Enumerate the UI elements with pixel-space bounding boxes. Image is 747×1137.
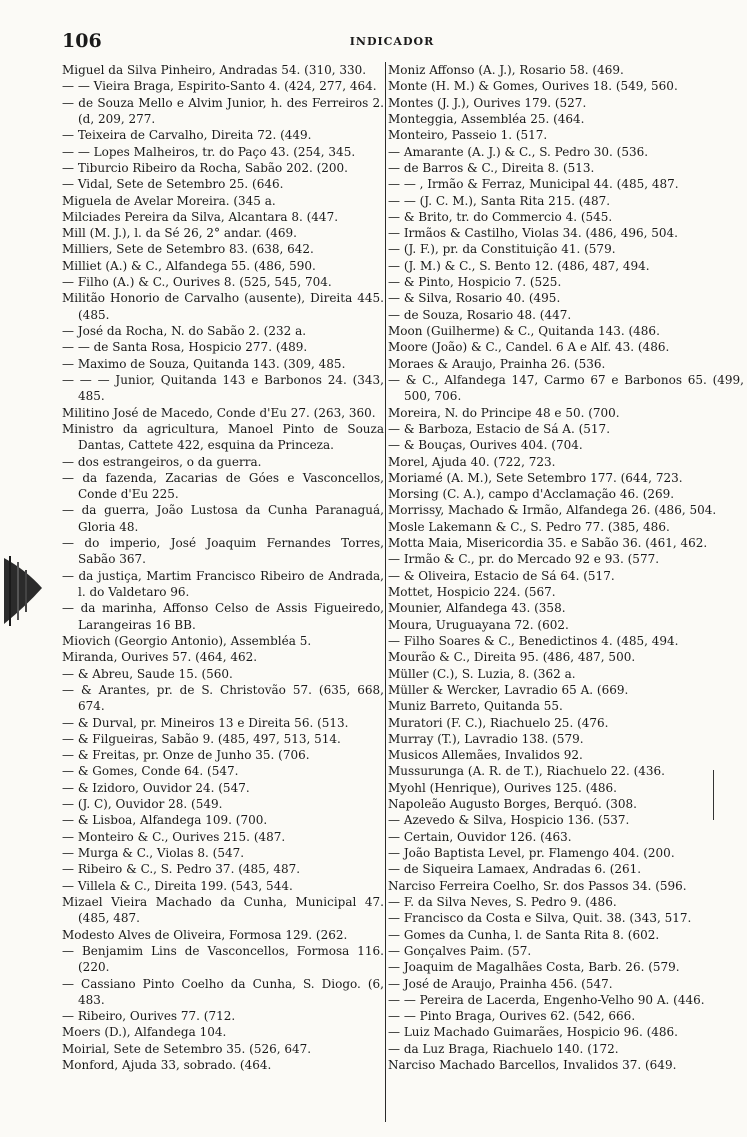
directory-entry: — de Souza Mello e Alvim Junior, h. des Ferreiros 2. (d, 209, 277. — [62, 95, 384, 126]
directory-entry: — José de Araujo, Prainha 456. (547. — [388, 976, 613, 991]
directory-entry: Musicos Allemães, Invalidos 92. — [388, 748, 583, 763]
directory-entry: — da fazenda, Zacarias de Góes e Vasconcellos, Conde d'Eu 225. — [62, 470, 384, 502]
directory-entry: — F. da Silva Neves, S. Pedro 9. (486. — [388, 894, 617, 909]
directory-entry: — — (J. C. M.), Santa Rita 215. (487. — [388, 193, 611, 208]
directory-entry: Miguela de Avelar Moreira. (345 a. — [62, 193, 276, 208]
directory-entry: — José da Rocha, N. do Sabão 2. (232 a. — [62, 324, 307, 338]
directory-entry: — & Arantes, pr. de S. Christovão 57. (635, 668, 674. — [62, 682, 384, 714]
directory-entry: — & Brito, tr. do Commercio 4. (545. — [388, 209, 613, 224]
directory-entry: Muniz Barreto, Quitanda 55. — [388, 699, 563, 714]
directory-entry: — Gonçalves Paim. (57. — [388, 943, 532, 958]
directory-entry: — da Luz Braga, Riachuelo 140. (172. — [388, 1041, 619, 1056]
directory-entry: Moirial, Sete de Setembro 35. (526, 647. — [62, 1041, 312, 1056]
directory-entry: Müller & Wercker, Lavradio 65 A. (669. — [388, 682, 629, 697]
directory-entry: — Amarante (A. J.) & C., S. Pedro 30. (536. — [388, 144, 649, 159]
directory-entry: — Irmão & C., pr. do Mercado 92 e 93. (577. — [388, 552, 660, 567]
directory-entry: — & Filgueiras, Sabão 9. (485, 497, 513, 514. — [62, 731, 341, 746]
directory-entry: Narciso Machado Barcellos, Invalidos 37. (649. — [388, 1058, 677, 1073]
directory-entry: Milliet (A.) & C., Alfandega 55. (486, 590. — [62, 258, 316, 273]
directory-entry: Morsing (C. A.), campo d'Acclamação 46. (269. — [388, 487, 675, 502]
directory-entry: — (J. C), Ouvidor 28. (549. — [62, 797, 223, 812]
directory-entry: Moraes & Araujo, Prainha 26. (536. — [388, 356, 606, 371]
directory-entry: Monford, Ajuda 33, sobrado. (464. — [62, 1058, 272, 1073]
directory-entry: — — Vieira Braga, Espirito-Santo 4. (424, 277, 464. — [62, 79, 377, 94]
directory-entry: Morel, Ajuda 40. (722, 723. — [388, 454, 556, 469]
directory-entry: — & Bouças, Ourives 404. (704. — [388, 438, 583, 453]
directory-entry: — Ribeiro & C., S. Pedro 37. (485, 487. — [62, 862, 301, 877]
running-title: INDICADOR — [349, 35, 435, 48]
directory-entry: Moers (D.), Alfandega 104. — [62, 1025, 227, 1040]
directory-entry: — Benjamim Lins de Vasconcellos, Formosa 116. (220. — [62, 943, 384, 975]
directory-entry: Müller (C.), S. Luzia, 8. (362 a. — [388, 666, 576, 681]
directory-entry: — & Lisboa, Alfandega 109. (700. — [62, 813, 268, 828]
directory-entry: Militão Honorio de Carvalho (ausente), Direita 445. (485. — [62, 291, 384, 322]
directory-entry: Milciades Pereira da Silva, Alcantara 8. (447. — [62, 209, 339, 224]
directory-entry: — & Freitas, pr. Onze de Junho 35. (706. — [62, 748, 310, 763]
directory-entry: Miguel da Silva Pinheiro, Andradas 54. (310, 330. — [62, 63, 367, 77]
binding-stamp-icon — [0, 548, 46, 634]
directory-entry: Miovich (Georgio Antonio), Assembléa 5. — [62, 633, 312, 648]
directory-entry: — Teixeira de Carvalho, Direita 72. (449. — [62, 128, 312, 143]
directory-entry: Miranda, Ourives 57. (464, 462. — [62, 650, 258, 665]
directory-entry: Monte (H. M.) & Gomes, Ourives 18. (549, 560. — [388, 79, 678, 94]
directory-entry: Mussurunga (A. R. de T.), Riachuelo 22. (436. — [388, 764, 665, 779]
directory-entry: — Vidal, Sete de Setembro 25. (646. — [62, 177, 284, 192]
directory-entry: Myohl (Henrique), Ourives 125. (486. — [388, 780, 617, 795]
directory-entry: — & Izidoro, Ouvidor 24. (547. — [62, 780, 250, 795]
directory-entry: Militino José de Macedo, Conde d'Eu 27. (263, 360. — [62, 405, 376, 420]
margin-bracket — [707, 770, 714, 820]
directory-entry: — João Baptista Level, pr. Flamengo 404. (200. — [388, 846, 675, 860]
directory-entry: — Cassiano Pinto Coelho da Cunha, S. Diogo. (6, 483. — [62, 976, 384, 1007]
right-column — [388, 62, 744, 1073]
directory-entry: Monteggia, Assembléa 25. (464. — [388, 111, 585, 126]
directory-entry: — — , Irmão & Ferraz, Municipal 44. (485, 487. — [388, 177, 679, 192]
directory-entry: — & Abreu, Saude 15. (560. — [62, 666, 233, 681]
directory-entry: — Francisco da Costa e Silva, Quit. 38. (343, 517. — [388, 911, 692, 926]
directory-entry: Murray (T.), Lavradio 138. (579. — [388, 731, 584, 746]
directory-entry: Moon (Guilherme) & C., Quitanda 143. (486. — [388, 324, 660, 338]
directory-entry: — — Lopes Malheiros, tr. do Paço 43. (254, 345. — [62, 144, 356, 159]
directory-entry: Milliers, Sete de Setembro 83. (638, 642. — [62, 242, 314, 257]
directory-entry: — Certain, Ouvidor 126. (463. — [388, 829, 572, 844]
directory-entry: — do imperio, José Joaquim Fernandes Torres, Sabão 367. — [62, 536, 384, 567]
directory-entry: Monteiro, Passeio 1. (517. — [388, 128, 548, 143]
directory-entry: Napoleão Augusto Borges, Berquó. (308. — [388, 797, 637, 812]
directory-entry: Mosle Lakemann & C., S. Pedro 77. (385, 486. — [388, 519, 670, 534]
directory-entry: — da guerra, João Lustosa da Cunha Paranaguá, Gloria 48. — [62, 503, 384, 534]
directory-entry: — & Pinto, Hospicio 7. (525. — [388, 275, 562, 290]
directory-entry: — Filho Soares & C., Benedictinos 4. (485, 494. — [388, 633, 679, 648]
directory-entry: — de Siqueira Lamaex, Andradas 6. (261. — [388, 862, 642, 877]
page-header — [62, 30, 722, 52]
directory-entry: — — Pereira de Lacerda, Engenho-Velho 90 A. (446. — [388, 992, 705, 1007]
directory-entry: — — Pinto Braga, Ourives 62. (542, 666. — [388, 1009, 636, 1024]
column-divider — [385, 62, 386, 1122]
directory-entry: Morrissy, Machado & Irmão, Alfandega 26. (486, 504. — [388, 503, 717, 518]
directory-entry: — da justiça, Martim Francisco Ribeiro de Andrada, l. do Valdetaro 96. — [62, 568, 384, 599]
directory-entry: Moura, Uruguayana 72. (602. — [388, 617, 569, 632]
directory-entry: — Joaquim de Magalhães Costa, Barb. 26. (579. — [388, 960, 680, 975]
directory-entry: — Gomes da Cunha, l. de Santa Rita 8. (602. — [388, 927, 660, 942]
directory-entry: Mourão & C., Direita 95. (486, 487, 500. — [388, 650, 636, 665]
directory-entry: Mottet, Hospicio 224. (567. — [388, 585, 556, 599]
directory-entry: — & Gomes, Conde 64. (547. — [62, 764, 239, 779]
directory-entry: — & Silva, Rosario 40. (495. — [388, 291, 561, 306]
directory-entry: — da marinha, Affonso Celso de Assis Figueiredo, Larangeiras 16 BB. — [62, 601, 384, 632]
directory-entry: Motta Maia, Misericordia 35. e Sabão 36. (461, 462. — [388, 536, 708, 551]
directory-entry: Moore (João) & C., Candel. 6 A e Alf. 43. (486. — [388, 340, 670, 355]
directory-entry: — Irmãos & Castilho, Violas 34. (486, 496, 504. — [388, 226, 678, 241]
directory-entry: Ministro da agricultura, Manoel Pinto de Souza Dantas, Cattete 422, esquina da Princeza. — [62, 421, 384, 453]
directory-entry: Mizael Vieira Machado da Cunha, Municipal 47. (485, 487. — [62, 894, 384, 926]
directory-entry: Narciso Ferreira Coelho, Sr. dos Passos 34. (596. — [388, 878, 687, 893]
directory-entry: — & Oliveira, Estacio de Sá 64. (517. — [388, 568, 615, 583]
directory-entry: — Luiz Machado Guimarães, Hospicio 96. (486. — [388, 1025, 678, 1040]
directory-entry: Moriamé (A. M.), Sete Setembro 177. (644, 723. — [388, 470, 683, 485]
directory-entry: — & Durval, pr. Mineiros 13 e Direita 56. (513. — [62, 715, 349, 730]
directory-entry: — de Souza, Rosario 48. (447. — [388, 307, 572, 322]
directory-entry: — (J. M.) & C., S. Bento 12. (486, 487, 494. — [388, 258, 650, 273]
directory-entry: — — de Santa Rosa, Hospicio 277. (489. — [62, 340, 308, 355]
directory-entry: Moreira, N. do Principe 48 e 50. (700. — [388, 405, 620, 420]
directory-entry: — — — Junior, Quitanda 143 e Barbonos 24. (343, 485. — [62, 372, 384, 404]
left-column — [62, 62, 384, 1073]
directory-entry: Muratori (F. C.), Riachuelo 25. (476. — [388, 715, 609, 730]
directory-entry: — Monteiro & C., Ourives 215. (487. — [62, 829, 286, 844]
directory-entry: Montes (J. J.), Ourives 179. (527. — [388, 95, 587, 110]
directory-entry: — Filho (A.) & C., Ourives 8. (525, 545, 704. — [62, 275, 332, 290]
directory-entry: — Tiburcio Ribeiro da Rocha, Sabão 202. (200. — [62, 160, 348, 175]
directory-entry: Mill (M. J.), l. da Sé 26, 2° andar. (469. — [62, 226, 297, 241]
directory-entry: — Ribeiro, Ourives 77. (712. — [62, 1009, 236, 1024]
directory-entry: — Murga & C., Violas 8. (547. — [62, 846, 245, 860]
directory-entry: — dos estrangeiros, o da guerra. — [62, 454, 262, 469]
directory-entry: — Villela & C., Direita 199. (543, 544. — [62, 878, 293, 893]
directory-entry: — Maximo de Souza, Quitanda 143. (309, 485. — [62, 356, 346, 371]
directory-entry: — de Barros & C., Direita 8. (513. — [388, 160, 595, 175]
page-number: 106 — [62, 30, 102, 52]
directory-entry: Mounier, Alfandega 43. (358. — [388, 601, 566, 616]
directory-entry: — (J. F.), pr. da Constituição 41. (579. — [388, 242, 616, 257]
directory-entry: — Azevedo & Silva, Hospicio 136. (537. — [388, 813, 630, 828]
directory-entry: — & Barboza, Estacio de Sá A. (517. — [388, 421, 611, 436]
directory-entry: — & C., Alfandega 147, Carmo 67 e Barbonos 65. (499, 500, 706. — [388, 372, 744, 404]
directory-entry: Moniz Affonso (A. J.), Rosario 58. (469. — [388, 63, 624, 77]
directory-entry: Modesto Alves de Oliveira, Formosa 129. (262. — [62, 927, 348, 942]
